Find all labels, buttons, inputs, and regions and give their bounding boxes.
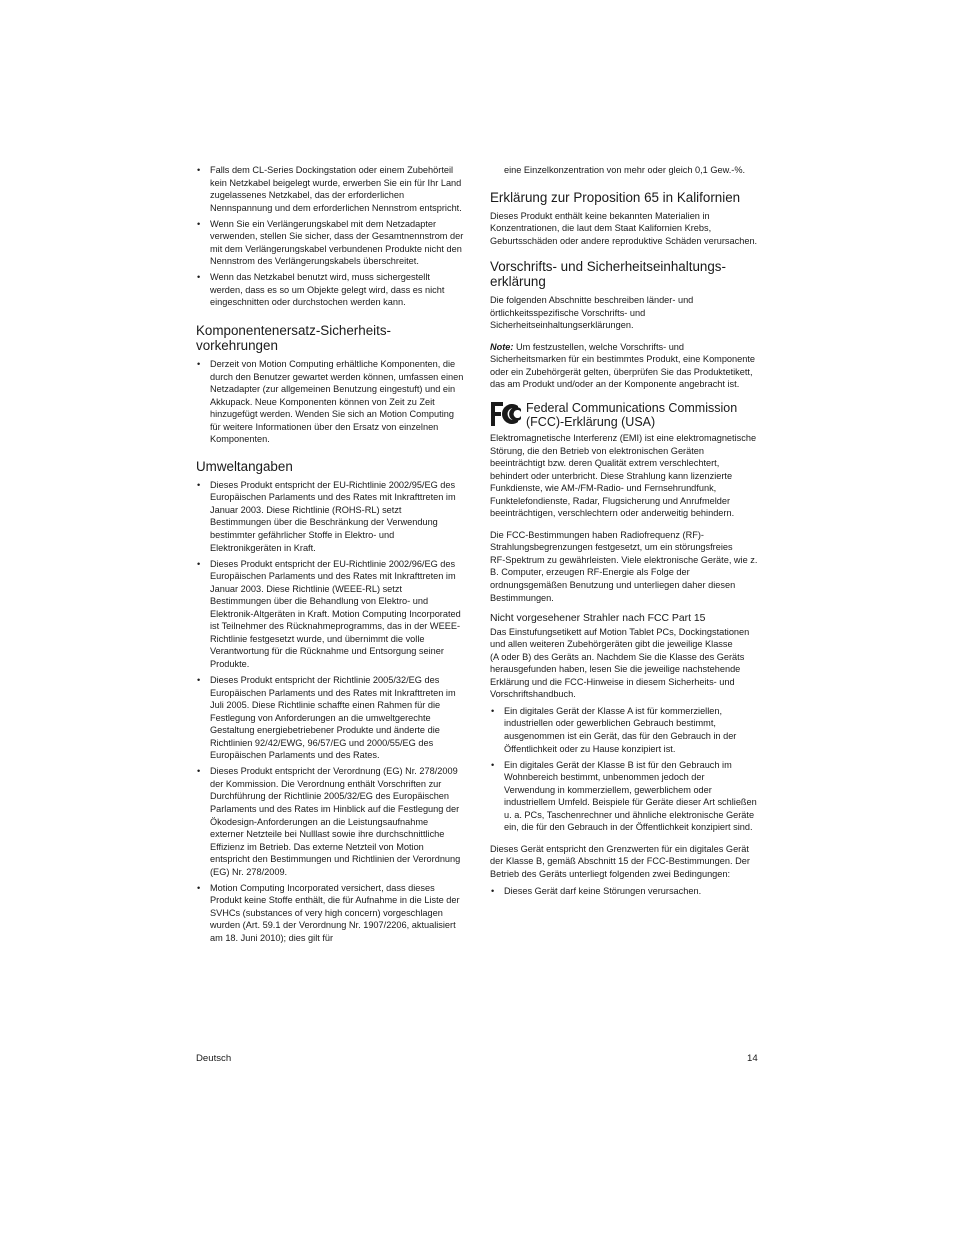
bullet-mark: • [197, 272, 201, 283]
bullet-mark: • [197, 675, 201, 686]
regulatory-note [490, 341, 758, 391]
regulatory-body: Die folgenden Abschnitte beschreiben länder- und örtlichkeitsspezifische Vorschrifts- und Sicherheitseinhaltungserklärungen. [490, 295, 694, 331]
list-item: • Derzeit von Motion Computing erhältliche Komponenten, die durch den Benutzer gewartet werden können, umfassen einen Netzadapter (zur allgemeinen Benutzung eingestuft) und ein Akkupack. Neue Komponenten können von Zeit zu Zeit hinzugefügt werden. Wenden Sie sich an Motion Computing für weitere Informationen über den Ersatz von einzelnen Komponenten. [197, 359, 464, 445]
fcc-heading: Federal Communications Commission (FCC)-Erklärung (USA) [526, 401, 738, 430]
prop65-body: Dieses Produkt enthält keine bekannten Materialien in Konzentrationen, die laut dem Staat Kalifornien Krebs, Geburtsschäden oder andere reproduktive Schäden verursachen. [490, 210, 758, 246]
fcc-para-conditions: Dieses Gerät entspricht den Grenzwerten für ein digitales Gerät der Klasse B, gemäß Abschnitt 15 der FCC-Bestimmungen. Der Betrieb des Geräts unterliegt folgenden zwei Bedingungen: [490, 843, 750, 879]
note-label: Note: [490, 341, 514, 352]
prop65-heading: Erklärung zur Proposition 65 in Kalifornien [490, 189, 741, 205]
list-item: • Dieses Gerät darf keine Störungen verursachen. [491, 885, 702, 896]
fcc-heading-row [490, 401, 758, 429]
regulatory-heading: Vorschrifts- und Sicherheitseinhaltungs- erklärung [490, 259, 726, 290]
footer-language: Deutsch [196, 1053, 232, 1064]
fcc-part15-subheading: Nicht vorgesehener Strahler nach FCC Part 15 [490, 613, 706, 625]
page-number: 14 [747, 1053, 758, 1064]
list-item: • Falls dem CL-Series Dockingstation oder einem Zubehörteil kein Netzkabel beigelegt wurde, erwerben Sie ein für Ihr Land zugelassenes Netzkabel, das der erforderlichen Nennspannung und dem erforderlichen Nennstrom entspricht. [197, 165, 462, 213]
fcc-para-class: Das Einstufungsetikett auf Motion Tablet PCs, Dockingstationen und allen weiteren Zubehörgeräten gibt die jeweilige Klasse (A oder B) des Geräts an. Nachdem Sie die Klasse des Geräts herausgefunden haben, lesen Sie die jeweilige nachstehende Erklärung und die FCC-Hinweise in diesem Sicherheits- und Vorschriftshandbuch. [490, 626, 750, 700]
right-column [490, 164, 758, 901]
bullet-mark: • [197, 479, 201, 490]
fcc-logo-icon [490, 401, 522, 427]
bullet-mark: • [491, 705, 495, 716]
list-item: • Dieses Produkt entspricht der EU-Richtlinie 2002/96/EG des Europäischen Parlaments und des Rates mit Inkrafttreten im Januar 2003. Diese Richtlinie (WEEE-RL) setzt Bestimmungen über die Behandlung von Elektro- und Elektronik-Altgeräten in Kraft. Motion Computing Incorporated ist Teilnehmer des Rücknahmeprogramms, das in der WEEE-Richtlinie festgesetzt wurde, und übernimmt die volle Verantwortung für die Rücknahme und Entsorgung seiner Produkte. [197, 558, 461, 669]
bullet-mark: • [197, 766, 201, 777]
list-item: • Ein digitales Gerät der Klasse A ist für kommerziellen, industriellen oder gewerblichen Gebrauch bestimmt, ausgenommen ist ein Gerät, das für den Gebrauch in der Öffentlichkeit oder zu Hause konzipiert ist. [491, 705, 737, 754]
fcc-condition-bullets [490, 885, 758, 898]
bullet-mark: • [197, 882, 201, 893]
list-item: • Ein digitales Gerät der Klasse B ist für den Gebrauch im Wohnbereich bestimmt, unbenommen jedoch der Verwendung in kommerziellem, gewerblichem oder industriellem Umfeld. Beispiele für Geräte dieser Art schließen u. a. PCs, Taschenrechner und ähnliche elektronische Geräte ein, die für den Gebrauch in der Öffentlichkeit konzipiert sind. [491, 759, 757, 833]
list-item: • Wenn das Netzkabel benutzt wird, muss sichergestellt werden, dass es so um Objekte gelegt wird, dass es nicht eingeschnitten oder durchstochen werden kann. [197, 272, 445, 308]
bullet-mark: • [197, 165, 201, 175]
list-item: • Wenn Sie ein Verlängerungskabel mit dem Netzadapter verwenden, stellen Sie sicher, dass der Gesamtnennstrom der mit dem Verlängerungskabel verbundenen Produkte nicht den Nennstrom des Verlängerungskabels überschreitet. [197, 218, 464, 267]
list-item: • Dieses Produkt entspricht der EU-Richtlinie 2002/95/EG des Europäischen Parlaments und des Rates mit Inkrafttreten im Januar 2003. Diese Richtlinie (ROHS-RL) setzt Bestimmungen über die Beschränkung der Verwendung bestimmter gefährlicher Stoffe in Elektro- und Elektronikgeräten in Kraft. [197, 479, 456, 553]
bullet-mark: • [197, 359, 201, 370]
bullet-mark: • [197, 558, 201, 569]
left-column [196, 164, 464, 948]
bullet-mark: • [491, 885, 495, 896]
note-text: Um festzustellen, welche Vorschrifts- und Sicherheitsmarken für ein bestimmtes Produkt, eine Komponente oder ein Zubehörgerät gelten, überprüfen Sie das Produktetikett, das am Produkt und/oder an der Komponente angebracht ist. [490, 341, 756, 390]
power-cord-bullets [196, 164, 464, 309]
components-bullets [196, 358, 464, 446]
bullet-mark: • [197, 218, 201, 229]
fcc-class-bullets [490, 705, 758, 834]
components-heading: Komponentenersatz-Sicherheits- vorkehrungen [196, 323, 392, 354]
environment-heading: Umweltangaben [196, 458, 293, 474]
fcc-para-emi: Elektromagnetische Interferenz (EMI) ist eine elektromagnetische Störung, die den Betrieb von elektronischen Geräten beeinträchtigt bzw. deren Qualität extrem verschlechtert, behindert oder unterbricht. Diese Strahlung kann lizenzierte Funkdienste, wie AM-/FM-Radio- und Fernsehrundfunk, Funktelefondienste, Radar, Flugsicherung und Anrufmelder beeinträchtigen, verschlechtern oder anderweitig behindern. [490, 433, 757, 519]
list-item: • Motion Computing Incorporated versichert, dass dieses Produkt keine Stoffe enthält, die für Aufnahme in die Liste der SVHCs (substances of very high concern) vorgeschlagen wurden (Art. 59.1 der Verordnung Nr. 1907/2206, aktualisiert am 18. Juni 2010); dies gilt für [197, 882, 460, 943]
bullet-mark: • [491, 759, 495, 770]
environment-bullets [196, 479, 464, 945]
fcc-para-rf: Die FCC-Bestimmungen haben Radiofrequenz (RF)-Strahlungsbegrenzungen festgesetzt, um ein störungsfreies RF-Spektrum zu gewährleisten. Viele elektronische Geräte, wie z. B. Computer, erzeugen RF-Energie als Folge der ordnungsgemäßen Benutzung und unterliegen daher diesen Bestimmungen. [490, 529, 758, 603]
continuation-text: eine Einzelkonzentration von mehr oder gleich 0,1 Gew.-%. [504, 165, 746, 175]
list-item: • Dieses Produkt entspricht der Richtlinie 2005/32/EG des Europäischen Parlaments und des Rates mit Inkrafttreten im Juli 2005. Diese Richtlinie schaffte einen Rahmen für die Festlegung von Anforderungen an die umweltgerechte Gestaltung energiebetriebener Produkte und änderte die Richtlinien 92/42/EWG, 96/57/EG und 2000/55/EG des Europäischen Parlaments und des Rates. [197, 675, 456, 761]
list-item: • Dieses Produkt entspricht der Verordnung (EG) Nr. 278/2009 der Kommission. Die Verordnung enthält Vorschriften zur Durchführung der Richtlinie 2005/32/EG des Europäischen Parlaments und des Rates im Hinblick auf die Festlegung der Ökodesign-Anforderungen an die Leistungsaufnahme externer Netzteile bei Nulllast sowie ihre durchschnittliche Effizienz im Betrieb. Das externe Netzteil von Motion entspricht den Bestimmungen und Richtlinien der Verordnung (EG) Nr. 278/2009. [197, 766, 461, 877]
